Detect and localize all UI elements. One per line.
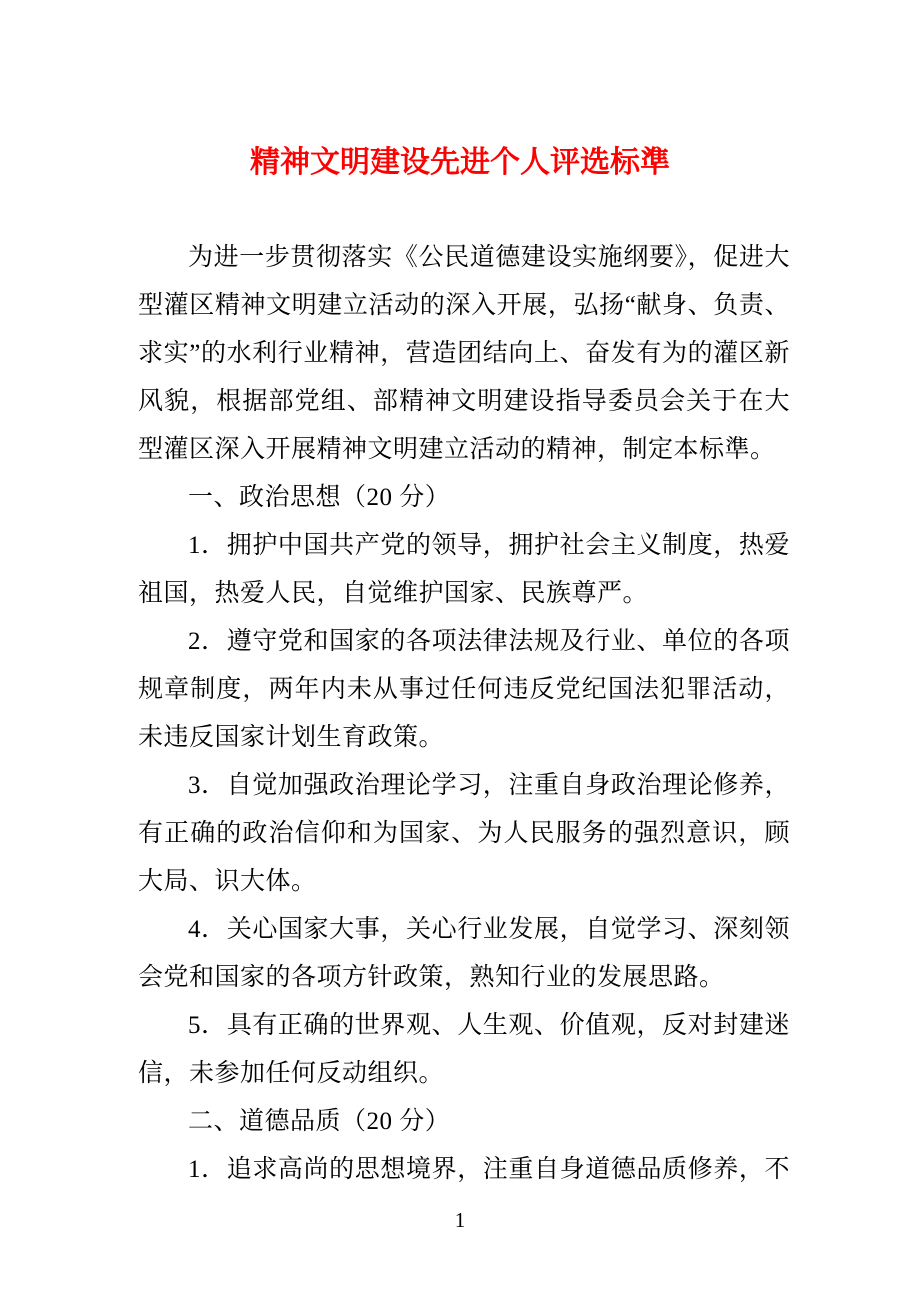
document-title: 精神文明建设先进个人评选标準	[250, 146, 670, 179]
paragraph: 4．关心国家大事，关心行业发展，自觉学习、深刻领会党和国家的各项方针政策，熟知行业的发展思路。	[138, 916, 790, 991]
document-body	[0, 234, 920, 1194]
paragraph: 为进一步贯彻落实《公民道德建设实施纲要》，促进大型灌区精神文明建立活动的深入开展，弘扬“献身、负责、求实”的水利行业精神，营造团结向上、奋发有为的灌区新风貌，根据部党组、部精神文明建设指导委员会关于在大型灌区深入开展精神文明建立活动的精神，制定本标準。	[138, 244, 790, 463]
paragraph: 1．拥护中国共产党的领导，拥护社会主义制度，热爱祖国，热爱人民，自觉维护国家、民族尊严。	[138, 532, 790, 607]
paragraph: 2．遵守党和国家的各项法律法规及行业、单位的各项规章制度，两年内未从事过任何违反党纪国法犯罪活动，未违反国家计划生育政策。	[138, 628, 790, 751]
paragraph: 5．具有正确的世界观、人生观、价值观，反对封建迷信，未参加任何反动组织。	[138, 1012, 790, 1087]
paragraph: 二、道德品质（20 分）	[188, 1108, 451, 1135]
page-number: 1	[454, 1208, 466, 1232]
paragraph: 3．自觉加强政治理论学习，注重自身政治理论修养，有正确的政治信仰和为国家、为人民服务的强烈意识，顾大局、识大体。	[138, 772, 790, 895]
paragraph: 1．追求高尚的思想境界，注重自身道德品质修养，不	[188, 1156, 790, 1183]
paragraph: 一、政治思想（20 分）	[188, 484, 451, 511]
